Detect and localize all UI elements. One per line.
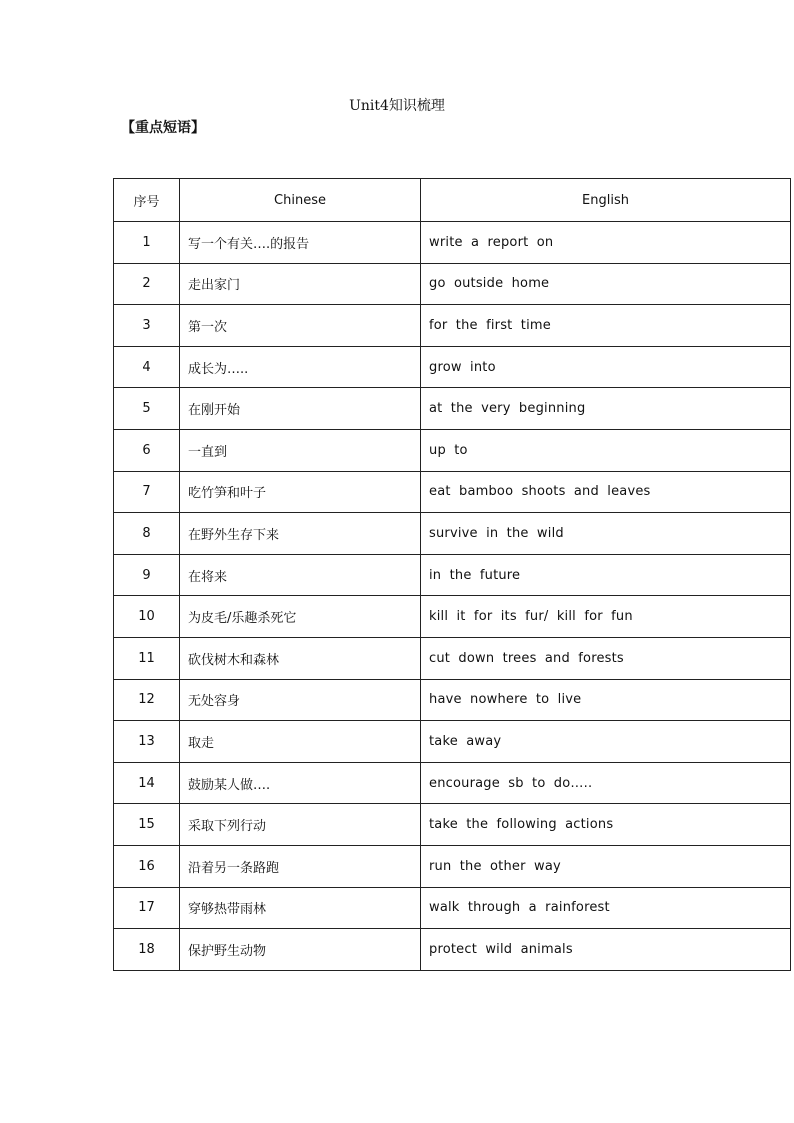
chinese-phrase: 鼓励某人做…. <box>180 762 421 804</box>
chinese-phrase: 在野外生存下来 <box>180 513 421 555</box>
row-number: 18 <box>114 929 180 971</box>
english-phrase: protect wild animals <box>421 929 791 971</box>
header-english: English <box>421 179 791 222</box>
chinese-phrase: 写一个有关….的报告 <box>180 222 421 264</box>
document-title: Unit4知识梳理 <box>349 98 445 114</box>
row-number: 4 <box>114 346 180 388</box>
english-phrase: walk through a rainforest <box>421 887 791 929</box>
row-number: 2 <box>114 263 180 305</box>
table-row <box>114 513 791 555</box>
row-number: 16 <box>114 845 180 887</box>
english-phrase: grow into <box>421 346 791 388</box>
table-row <box>114 887 791 929</box>
chinese-phrase: 保护野生动物 <box>180 929 421 971</box>
row-number: 7 <box>114 471 180 513</box>
row-number: 10 <box>114 596 180 638</box>
chinese-phrase: 砍伐树木和森林 <box>180 637 421 679</box>
english-phrase: go outside home <box>421 263 791 305</box>
table-row <box>114 596 791 638</box>
chinese-phrase: 在将来 <box>180 554 421 596</box>
english-phrase: at the very beginning <box>421 388 791 430</box>
table-row <box>114 804 791 846</box>
table-row <box>114 845 791 887</box>
chinese-phrase: 采取下列行动 <box>180 804 421 846</box>
row-number: 9 <box>114 554 180 596</box>
english-phrase: cut down trees and forests <box>421 637 791 679</box>
row-number: 11 <box>114 637 180 679</box>
chinese-phrase: 成长为….. <box>180 346 421 388</box>
english-phrase: up to <box>421 429 791 471</box>
chinese-phrase: 取走 <box>180 721 421 763</box>
row-number: 14 <box>114 762 180 804</box>
row-number: 1 <box>114 222 180 264</box>
phrase-table <box>113 178 791 971</box>
table-row <box>114 762 791 804</box>
chinese-phrase: 第一次 <box>180 305 421 347</box>
english-phrase: take away <box>421 721 791 763</box>
english-phrase: have nowhere to live <box>421 679 791 721</box>
english-phrase: run the other way <box>421 845 791 887</box>
row-number: 12 <box>114 679 180 721</box>
table-row <box>114 679 791 721</box>
section-heading: 【重点短语】 <box>121 120 205 136</box>
english-phrase: kill it for its fur/ kill for fun <box>421 596 791 638</box>
english-phrase: write a report on <box>421 222 791 264</box>
table-row <box>114 263 791 305</box>
english-phrase: eat bamboo shoots and leaves <box>421 471 791 513</box>
chinese-phrase: 沿着另一条路跑 <box>180 845 421 887</box>
row-number: 5 <box>114 388 180 430</box>
header-chinese: Chinese <box>180 179 421 222</box>
chinese-phrase: 为皮毛/乐趣杀死它 <box>180 596 421 638</box>
table-row <box>114 305 791 347</box>
chinese-phrase: 走出家门 <box>180 263 421 305</box>
table-row <box>114 929 791 971</box>
english-phrase: take the following actions <box>421 804 791 846</box>
table-row <box>114 637 791 679</box>
table-header-row <box>114 179 791 222</box>
table-row <box>114 346 791 388</box>
table-row <box>114 388 791 430</box>
row-number: 8 <box>114 513 180 555</box>
english-phrase: encourage sb to do….. <box>421 762 791 804</box>
row-number: 3 <box>114 305 180 347</box>
row-number: 15 <box>114 804 180 846</box>
table-row <box>114 222 791 264</box>
table-row <box>114 554 791 596</box>
table-row <box>114 721 791 763</box>
english-phrase: survive in the wild <box>421 513 791 555</box>
row-number: 13 <box>114 721 180 763</box>
chinese-phrase: 无处容身 <box>180 679 421 721</box>
english-phrase: for the first time <box>421 305 791 347</box>
row-number: 17 <box>114 887 180 929</box>
header-number: 序号 <box>114 179 180 222</box>
table-body <box>114 222 791 971</box>
chinese-phrase: 一直到 <box>180 429 421 471</box>
chinese-phrase: 穿够热带雨林 <box>180 887 421 929</box>
english-phrase: in the future <box>421 554 791 596</box>
table-row <box>114 471 791 513</box>
row-number: 6 <box>114 429 180 471</box>
chinese-phrase: 在刚开始 <box>180 388 421 430</box>
table-row <box>114 429 791 471</box>
chinese-phrase: 吃竹笋和叶子 <box>180 471 421 513</box>
